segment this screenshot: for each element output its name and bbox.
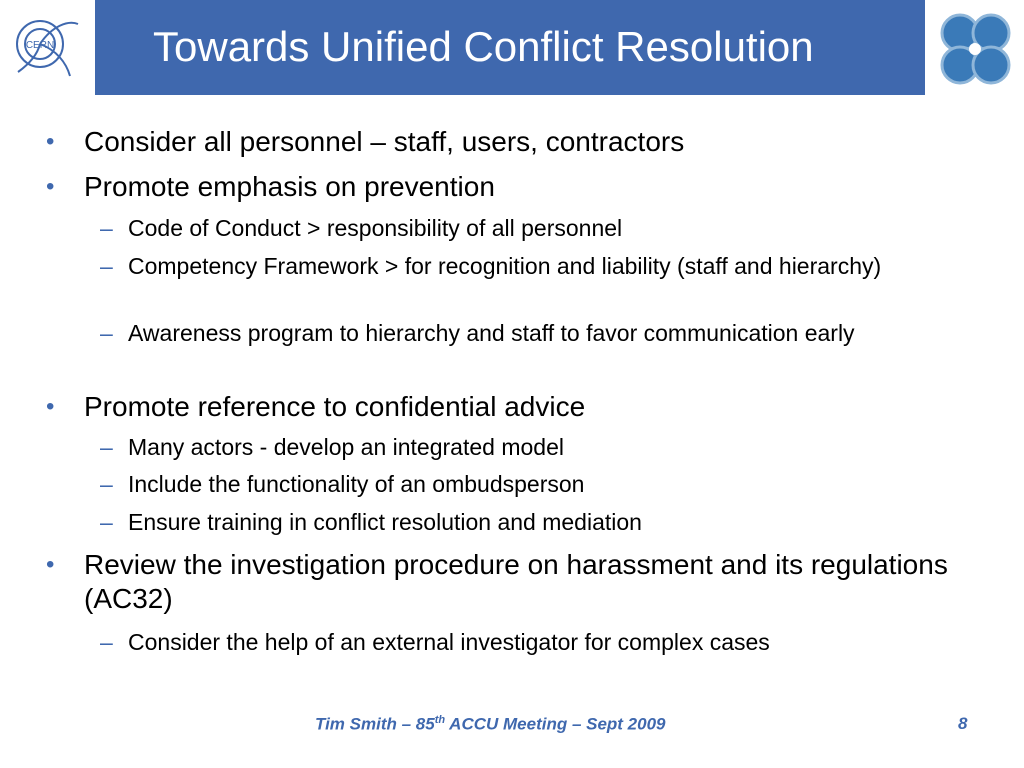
sub-bullet-text: Competency Framework > for recognition and liability (staff and hierarchy) <box>128 253 882 279</box>
bullet-text: Promote emphasis on prevention <box>84 171 495 202</box>
bullet-icon: • <box>46 551 55 578</box>
cern-logo <box>6 6 86 86</box>
sub-bullet-text: Code of Conduct > responsibility of all personnel <box>128 215 623 241</box>
title-bar <box>95 0 925 95</box>
dash-icon: – <box>100 434 113 460</box>
sub-bullet-text: Consider the help of an external investigator for complex cases <box>128 629 770 655</box>
dash-icon: – <box>100 471 113 497</box>
slide-title: Towards Unified Conflict Resolution <box>153 23 814 70</box>
dash-icon: – <box>100 509 113 535</box>
bullet-icon: • <box>46 173 55 200</box>
footer-ordinal: th <box>434 714 446 726</box>
bullet-text: Consider all personnel – staff, users, contractors <box>84 126 685 157</box>
bullet-text: Review the investigation procedure on harassment and its regulations (AC32) <box>84 549 948 614</box>
bullet-text: Promote reference to confidential advice <box>84 391 586 422</box>
dash-icon: – <box>100 629 113 655</box>
sub-bullet-text: Ensure training in conflict resolution and mediation <box>128 509 642 535</box>
cern-logo-text: CERN <box>25 40 55 51</box>
bullet-icon: • <box>46 128 55 155</box>
footer-text <box>315 714 666 735</box>
sub-bullet-text: Include the functionality of an ombudsperson <box>128 471 585 497</box>
sub-bullet-text: Awareness program to hierarchy and staff to favor communication early <box>128 320 855 346</box>
page-number: 8 <box>958 714 968 733</box>
bullet-icon: • <box>46 393 55 420</box>
dash-icon: – <box>100 320 113 346</box>
organization-logo <box>934 8 1016 90</box>
footer-meeting: ACCU Meeting – Sept 2009 <box>445 714 666 734</box>
dash-icon: – <box>100 253 113 279</box>
footer-author: Tim Smith – 85 <box>315 714 435 734</box>
sub-bullet-text: Many actors - develop an integrated model <box>128 434 564 460</box>
dash-icon: – <box>100 215 113 241</box>
